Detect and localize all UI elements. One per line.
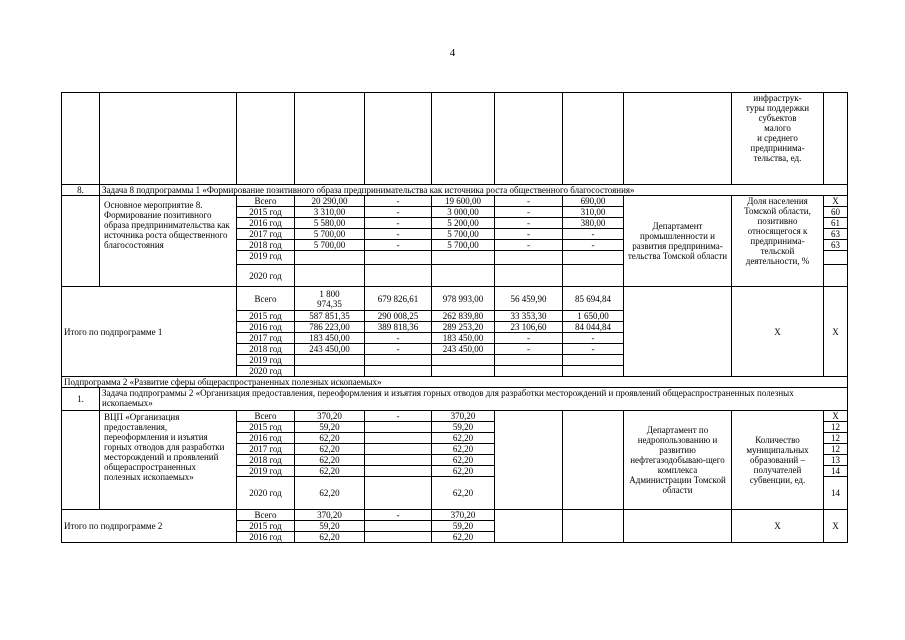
year-cell: 2017 год xyxy=(237,444,295,455)
value-cell: - xyxy=(365,218,432,229)
value-cell xyxy=(365,521,432,532)
year-cell: 2016 год xyxy=(237,433,295,444)
indicator-value: 63 xyxy=(824,240,848,251)
value-cell xyxy=(432,265,495,287)
task8-header-row xyxy=(62,185,848,196)
total2-row xyxy=(62,510,848,521)
value-cell xyxy=(365,366,432,377)
value-cell: 389 818,36 xyxy=(365,322,432,333)
year-cell: Всего xyxy=(237,411,295,422)
value-cell xyxy=(495,366,563,377)
value-cell: 5 700,00 xyxy=(432,229,495,240)
total1-value: X xyxy=(824,287,848,377)
task8-event: Основное мероприятие 8. Формирование позитивного образа предпринимательства как источника роста общественного благосостояния xyxy=(100,196,237,287)
value-cell: - xyxy=(563,344,624,355)
total1-row xyxy=(62,287,848,311)
value-cell xyxy=(295,251,365,265)
year-cell: 2020 год xyxy=(237,265,295,287)
value-cell: 587 851,35 xyxy=(295,311,365,322)
value-cell: 3 000,00 xyxy=(432,207,495,218)
value-cell: - xyxy=(495,218,563,229)
sub2-title: Подпрограмма 2 «Развитие сферы общераспространенных полезных ископаемых» xyxy=(62,377,848,388)
value-cell: 23 106,60 xyxy=(495,322,563,333)
value-cell: 243 450,00 xyxy=(295,344,365,355)
task1-indicator: Количество муниципальных образований – получателей субвенции, ед. xyxy=(732,411,824,510)
value-cell: 62,20 xyxy=(432,466,495,477)
value-cell xyxy=(563,265,624,287)
value-cell: 62,20 xyxy=(432,477,495,510)
value-cell xyxy=(365,477,432,510)
task8-executor: Департамент промышленности и развития предпринима-тельства Томской области xyxy=(624,196,732,287)
value-cell: 370,20 xyxy=(432,510,495,521)
value-cell: 310,00 xyxy=(563,207,624,218)
year-cell: 2019 год xyxy=(237,251,295,265)
value-cell xyxy=(365,251,432,265)
value-cell: 679 826,61 xyxy=(365,287,432,311)
year-cell: 2015 год xyxy=(237,207,295,218)
value-cell: 62,20 xyxy=(295,433,365,444)
value-cell: - xyxy=(495,344,563,355)
value-cell: 690,00 xyxy=(563,196,624,207)
value-cell: 243 450,00 xyxy=(432,344,495,355)
indicator-value: 14 xyxy=(824,477,848,510)
page-number: 4 xyxy=(449,47,456,59)
value-cell: 56 459,90 xyxy=(495,287,563,311)
task8-indicator: Доля населения Томской области, позитивно относящегося к предпринима-тельской деятельности, % xyxy=(732,196,824,287)
value-cell: 5 700,00 xyxy=(295,240,365,251)
value-cell: 59,20 xyxy=(432,422,495,433)
value-cell xyxy=(295,366,365,377)
value-cell: 33 353,30 xyxy=(495,311,563,322)
value-cell xyxy=(432,355,495,366)
value-cell: 20 290,00 xyxy=(295,196,365,207)
total1-label: Итого по подпрограмме 1 xyxy=(62,287,237,377)
value-cell: 62,20 xyxy=(295,444,365,455)
value-cell: - xyxy=(365,196,432,207)
value-cell: 62,20 xyxy=(432,433,495,444)
indicator-fragment: инфраструк- туры поддержки субъектов малого и среднего предпринима- тельства, ед. xyxy=(732,93,824,185)
value-cell: 5 700,00 xyxy=(432,240,495,251)
value-cell: - xyxy=(365,240,432,251)
value-cell: 5 700,00 xyxy=(295,229,365,240)
task1-header-row xyxy=(62,388,848,411)
year-cell: 2020 год xyxy=(237,477,295,510)
value-cell: - xyxy=(365,344,432,355)
value-cell xyxy=(495,265,563,287)
indicator-value: X xyxy=(824,196,848,207)
value-cell xyxy=(365,466,432,477)
value-cell: 5 200,00 xyxy=(432,218,495,229)
year-cell: 2020 год xyxy=(237,366,295,377)
year-cell: 2018 год xyxy=(237,344,295,355)
indicator-value xyxy=(824,251,848,265)
value-cell xyxy=(365,455,432,466)
value-cell: 786 223,00 xyxy=(295,322,365,333)
year-cell: 2015 год xyxy=(237,422,295,433)
task1-event: ВЦП «Организация предоставления, переоформления и изъятия горных отводов для разработки месторождений и проявлений общераспространенных полезных ископаемых» xyxy=(100,411,237,510)
year-cell: 2017 год xyxy=(237,333,295,344)
value-cell xyxy=(365,444,432,455)
value-cell xyxy=(432,251,495,265)
task1-number: 1. xyxy=(62,388,100,411)
value-cell: 5 580,00 xyxy=(295,218,365,229)
value-cell: 85 694,84 xyxy=(563,287,624,311)
indicator-value xyxy=(824,265,848,287)
year-cell: 2017 год xyxy=(237,229,295,240)
value-cell: - xyxy=(495,207,563,218)
indicator-value: 61 xyxy=(824,218,848,229)
value-cell xyxy=(295,355,365,366)
value-cell: 62,20 xyxy=(295,532,365,543)
year-cell: Всего xyxy=(237,196,295,207)
year-cell: 2015 год xyxy=(237,311,295,322)
value-cell: 380,00 xyxy=(563,218,624,229)
indicator-value: 12 xyxy=(824,422,848,433)
value-cell: - xyxy=(365,333,432,344)
task8-number: 8. xyxy=(62,185,100,196)
program-table xyxy=(61,92,848,543)
indicator-value: 12 xyxy=(824,433,848,444)
value-cell: 59,20 xyxy=(295,521,365,532)
total1-indicator: X xyxy=(732,287,824,377)
value-cell: 370,20 xyxy=(432,411,495,422)
indicator-value: 13 xyxy=(824,455,848,466)
continued-row xyxy=(62,93,848,185)
value-cell: 59,20 xyxy=(432,521,495,532)
value-cell xyxy=(495,251,563,265)
value-cell: 62,20 xyxy=(432,532,495,543)
task1-title: Задача подпрограммы 2 «Организация предоставления, переоформления и изъятия горных отводов для разработки месторождений и проявлений общераспространенных полезных ископаемых» xyxy=(100,388,848,411)
year-cell: 2018 год xyxy=(237,240,295,251)
value-cell xyxy=(432,366,495,377)
value-cell xyxy=(365,355,432,366)
value-cell xyxy=(365,433,432,444)
value-cell xyxy=(563,366,624,377)
year-cell: 2015 год xyxy=(237,521,295,532)
value-cell: - xyxy=(365,510,432,521)
indicator-value: X xyxy=(824,411,848,422)
year-cell: 2016 год xyxy=(237,322,295,333)
value-cell: - xyxy=(495,196,563,207)
indicator-value: 14 xyxy=(824,466,848,477)
task1-row xyxy=(62,411,848,422)
total2-indicator: X xyxy=(732,510,824,543)
value-cell: 262 839,80 xyxy=(432,311,495,322)
indicator-value: 63 xyxy=(824,229,848,240)
value-cell xyxy=(563,355,624,366)
sub2-header-row xyxy=(62,377,848,388)
value-cell: 370,20 xyxy=(295,510,365,521)
value-cell xyxy=(495,355,563,366)
indicator-value: 60 xyxy=(824,207,848,218)
value-cell: 62,20 xyxy=(295,455,365,466)
value-cell: 978 993,00 xyxy=(432,287,495,311)
value-cell: 84 044,84 xyxy=(563,322,624,333)
value-cell: - xyxy=(563,229,624,240)
value-cell: - xyxy=(495,229,563,240)
total2-value: X xyxy=(824,510,848,543)
task1-executor: Департамент по недропользованию и развитию нефтегазодобываю-щего комплекса Администрации Томской области xyxy=(624,411,732,510)
value-cell: - xyxy=(365,207,432,218)
value-cell xyxy=(365,265,432,287)
value-cell: - xyxy=(563,240,624,251)
value-cell: 62,20 xyxy=(432,444,495,455)
value-cell: 62,20 xyxy=(295,477,365,510)
value-cell: - xyxy=(495,240,563,251)
value-cell xyxy=(563,251,624,265)
value-cell: 289 253,20 xyxy=(432,322,495,333)
task8-title: Задача 8 подпрограммы 1 «Формирование позитивного образа предпринимательства как источника роста общественного благосостояния» xyxy=(100,185,848,196)
value-cell: 19 600,00 xyxy=(432,196,495,207)
value-cell xyxy=(295,265,365,287)
value-cell: 59,20 xyxy=(295,422,365,433)
value-cell xyxy=(365,532,432,543)
year-cell: 2018 год xyxy=(237,455,295,466)
year-cell: 2019 год xyxy=(237,355,295,366)
value-cell: 3 310,00 xyxy=(295,207,365,218)
year-cell: 2016 год xyxy=(237,218,295,229)
total2-label: Итого по подпрограмме 2 xyxy=(62,510,237,543)
value-cell: - xyxy=(365,411,432,422)
value-cell: 62,20 xyxy=(295,466,365,477)
year-cell: 2019 год xyxy=(237,466,295,477)
value-cell: - xyxy=(495,333,563,344)
value-cell: 183 450,00 xyxy=(432,333,495,344)
value-cell: 183 450,00 xyxy=(295,333,365,344)
indicator-value: 12 xyxy=(824,444,848,455)
value-cell: - xyxy=(365,229,432,240)
value-cell: 62,20 xyxy=(432,455,495,466)
value-cell: - xyxy=(563,333,624,344)
value-cell: 1 800 974,35 xyxy=(295,287,365,311)
value-cell: 290 008,25 xyxy=(365,311,432,322)
year-cell: 2016 год xyxy=(237,532,295,543)
year-cell: Всего xyxy=(237,287,295,311)
value-cell: 1 650,00 xyxy=(563,311,624,322)
value-cell: 370,20 xyxy=(295,411,365,422)
task8-row xyxy=(62,196,848,207)
value-cell xyxy=(365,422,432,433)
year-cell: Всего xyxy=(237,510,295,521)
